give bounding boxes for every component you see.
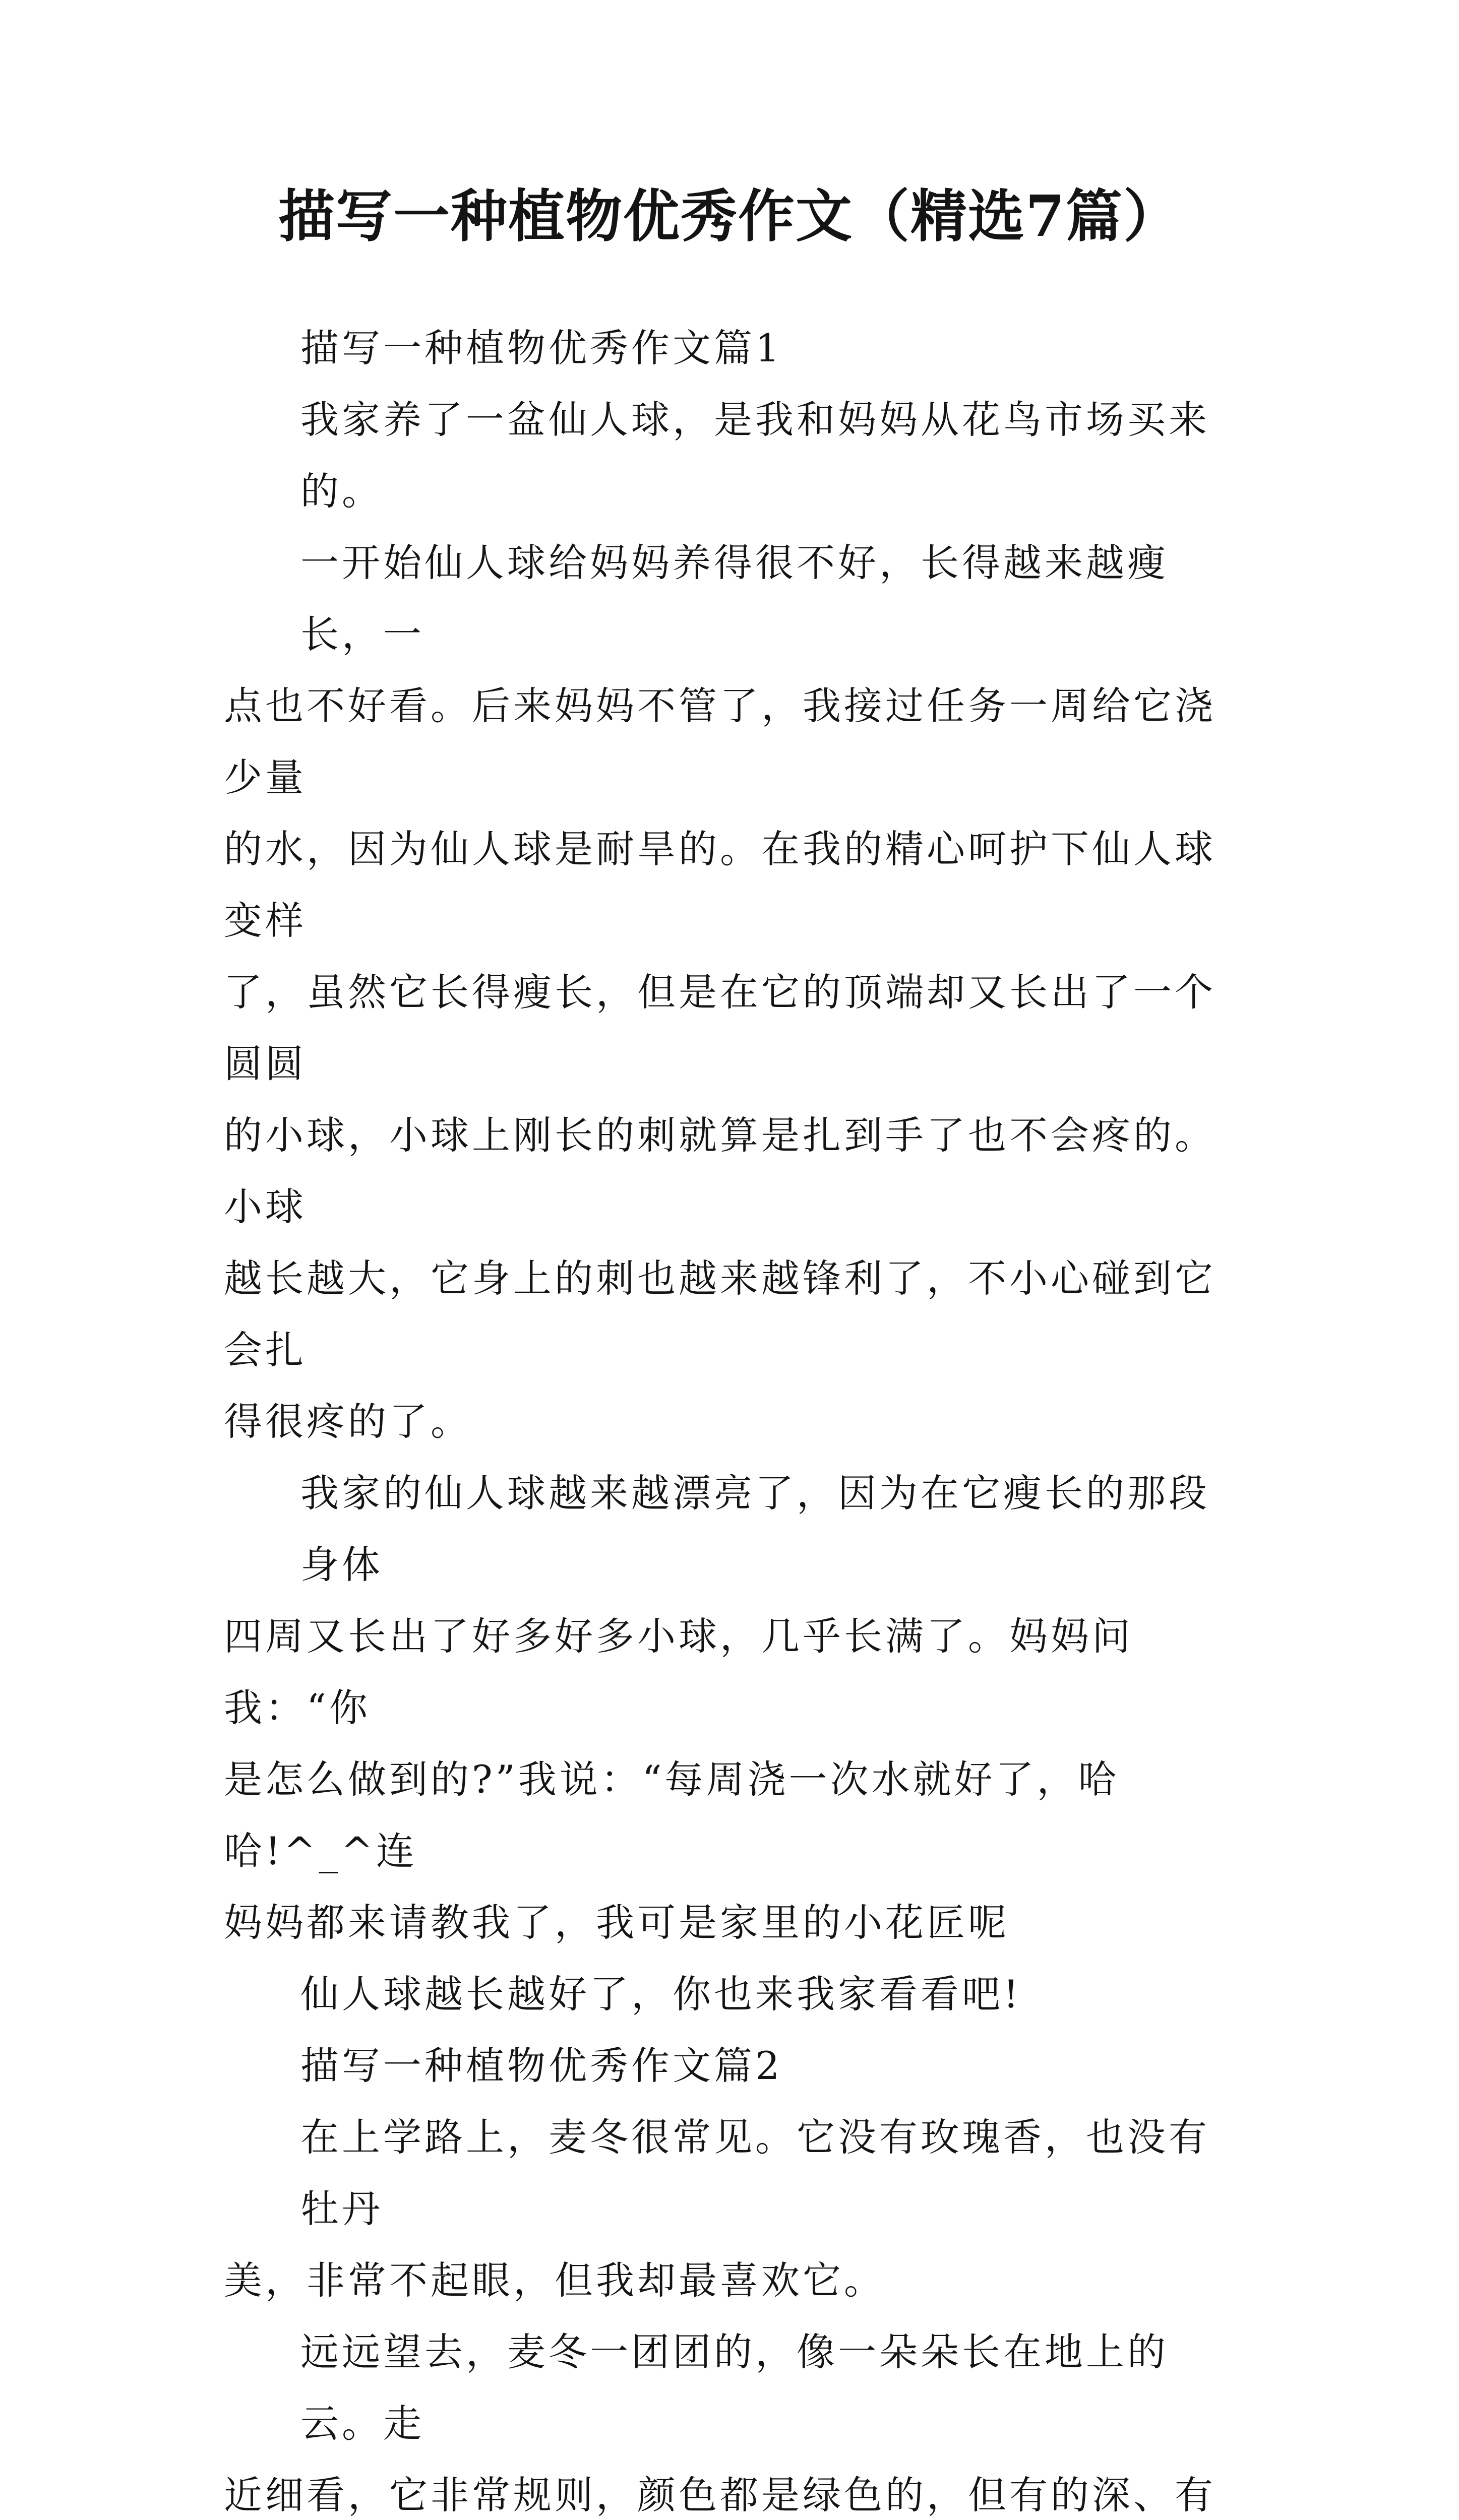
paragraph: [224, 384, 1242, 527]
text-line: 妈妈都来请教我了，我可是家里的小花匠呢: [224, 1900, 1009, 1945]
text-line: 一开始仙人球给妈妈养得很不好，长得越来越瘦长，一: [300, 540, 1169, 657]
text-line: 描写一种植物优秀作文篇2: [300, 2043, 783, 2088]
paragraph: [224, 1959, 1242, 2030]
paragraph: [224, 2316, 1242, 2520]
paragraph: [224, 2102, 1242, 2316]
text-line: 得很疼的了。: [224, 1399, 472, 1444]
text-line: 美，非常不起眼，但我却最喜欢它。: [224, 2258, 885, 2303]
text-line: 远远望去，麦冬一团团的，像一朵朵长在地上的云。走: [300, 2329, 1169, 2446]
document-body: [224, 312, 1242, 2520]
paragraph: [224, 1458, 1242, 1959]
section-heading: [224, 2030, 1242, 2102]
text-line: 点也不好看。后来妈妈不管了，我接过任务一周给它浇少量: [224, 683, 1216, 800]
text-line: 越长越大，它身上的刺也越来越锋利了，不小心碰到它会扎: [224, 1256, 1216, 1372]
text-line: 是怎么做到的?”我说：“每周浇一次水就好了，哈哈!^_^连: [224, 1757, 1120, 1873]
text-line: 的水，因为仙人球是耐旱的。在我的精心呵护下仙人球变样: [224, 827, 1216, 943]
text-line: 四周又长出了好多好多小球，几乎长满了。妈妈问我：“你: [224, 1614, 1133, 1730]
text-line: 的小球，小球上刚长的刺就算是扎到手了也不会疼的。小球: [224, 1113, 1216, 1229]
text-line: 描写一种植物优秀作文篇1: [300, 326, 783, 370]
text-line: 仙人球越长越好了，你也来我家看看吧!: [300, 1972, 1022, 2017]
text-line: 了，虽然它长得瘦长，但是在它的顶端却又长出了一个圆圆: [224, 970, 1216, 1086]
text-line: 我家养了一盆仙人球，是我和妈妈从花鸟市场买来的。: [300, 397, 1210, 514]
document-title: 描写一种植物优秀作文（精选7篇）: [278, 183, 1181, 249]
text-line: 我家的仙人球越来越漂亮了，因为在它瘦长的那段身体: [300, 1471, 1210, 1587]
paragraph: [224, 527, 1242, 1458]
section-heading: [224, 312, 1242, 384]
text-line: 在上学路上，麦冬很常见。它没有玫瑰香，也没有牡丹: [300, 2115, 1210, 2231]
text-line: 近细看，它非常规则，颜色都是绿色的，但有的深、有: [224, 2473, 1216, 2517]
